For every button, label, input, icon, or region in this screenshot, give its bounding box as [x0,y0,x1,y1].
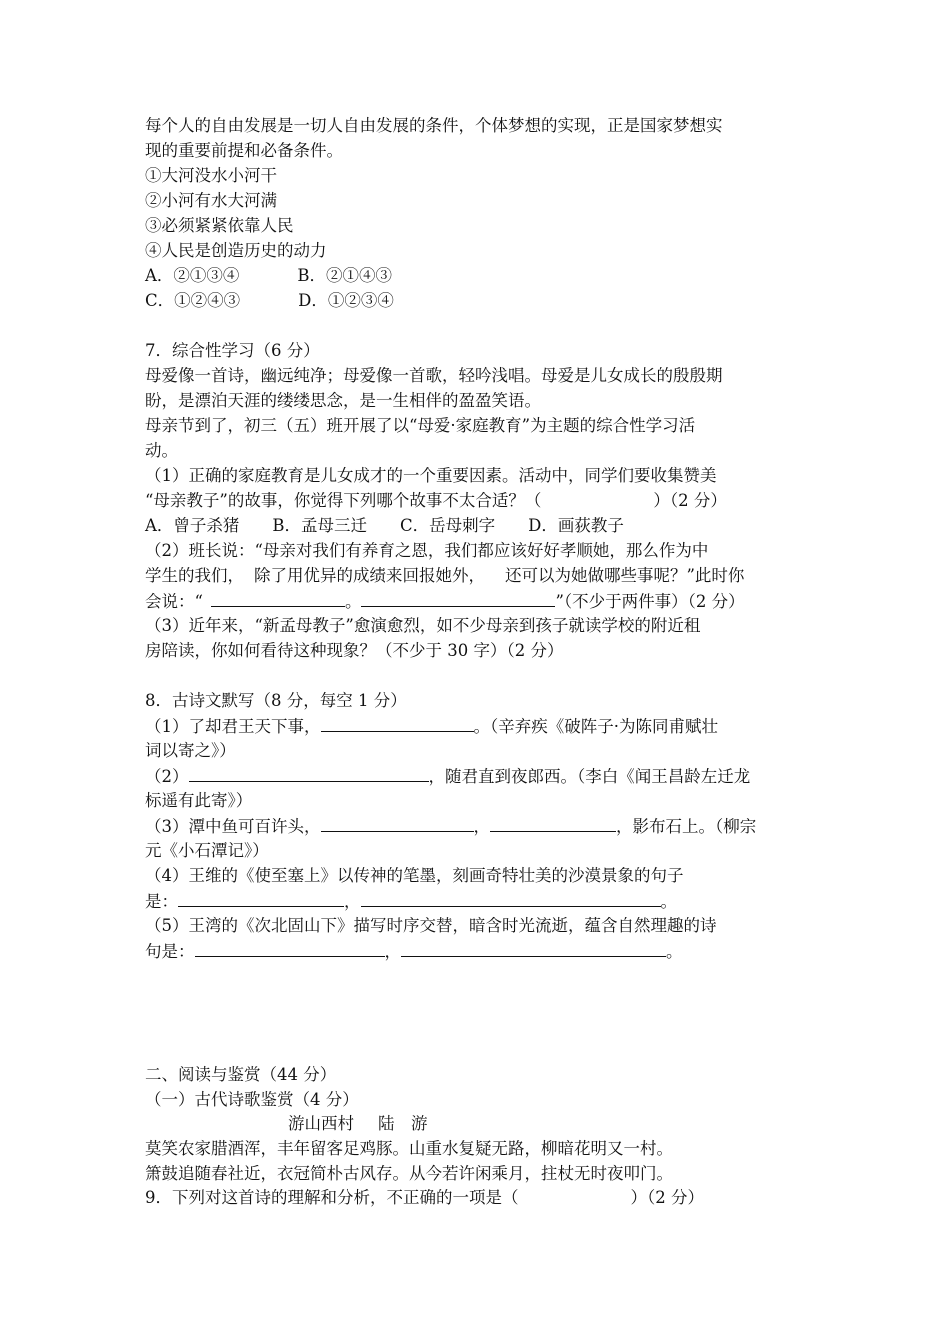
q8-item1: （1）了却君王天下事， 。（辛弃疾《破阵子·为陈同甫赋壮 [145,714,718,738]
q9-stem: 9．下列对这首诗的理解和分析，不正确的一项是（ ）（2 分） [145,1188,704,1207]
part2-subsection-title: （一）古代诗歌鉴赏（4 分） [145,1090,359,1109]
q8-item3-blank-2[interactable] [490,814,616,832]
poem-title: 游山西村 [288,1114,354,1133]
q7-para2-line1: 母亲节到了，初三（五）班开展了以“母爱·家庭教育”为主题的综合性学习活 [145,416,696,435]
q6-option-c: C．①②④③ [145,291,241,310]
q8-item4-blank-2[interactable] [361,889,661,907]
q8-item5-blank-2[interactable] [401,939,666,957]
poem-line-1: 莫笑农家腊酒浑，丰年留客足鸡豚。山重水复疑无路，柳暗花明又一村。 [145,1139,673,1158]
q8-item3: （3）潭中鱼可百许头， ， ，影布石上。（柳宗 [145,814,756,838]
q6-sentence-1: ①大河没水小河干 [145,166,277,185]
q8-item2: （2） ，随君直到夜郎西。（李白《闻王昌龄左迁龙 [145,764,750,788]
q7-sub3-line2: 房陪读，你如何看待这种现象？（不少于 30 字）（2 分） [145,641,564,660]
q7-para1-line2: 盼，是漂泊天涯的缕缕思念，是一生相伴的盈盈笑语。 [145,391,541,410]
q8-title: 8．古诗文默写（8 分，每空 1 分） [145,691,407,710]
q8-item2-blank[interactable] [189,764,429,782]
q6-stem-line2: 现的重要前提和必备条件。 [145,141,343,160]
poem-line-2: 箫鼓追随春社近，衣冠简朴古风存。从今若许闲乘月，拄杖无时夜叩门。 [145,1164,673,1183]
q8-item3-cont: 元《小石潭记》） [145,841,269,860]
q8-item1-blank[interactable] [321,714,474,732]
q7-sub1-line1: （1）正确的家庭教育是儿女成才的一个重要因素。活动中，同学们要收集赞美 [145,466,717,485]
q8-item3-blank-1[interactable] [321,814,474,832]
q7-sub2-line2: 学生的我们， 除了用优异的成绩来回报她外， 还可以为她做哪些事呢？”此时你 [145,566,745,585]
q8-item4-blank-1[interactable] [178,889,344,907]
q7-sub2-blank-1[interactable] [211,589,345,607]
q6-sentence-4: ④人民是创造历史的动力 [145,241,327,260]
q8-item5-line1: （5）王湾的《次北固山下》描写时序交替，暗含时光流逝，蕴含自然理趣的诗 [145,916,717,935]
q8-item4-line2: 是： ， 。 [145,889,677,913]
q7-sub2-blank-2[interactable] [361,589,555,607]
q6-sentence-2: ②小河有水大河满 [145,191,277,210]
q7-title: 7．综合性学习（6 分） [145,341,320,360]
q8-item5-blank-1[interactable] [195,939,385,957]
q8-item1-cont: 词以寄之》） [145,741,236,760]
q6-options-row1 [145,264,392,288]
q7-para1-line1: 母爱像一首诗，幽远纯净；母爱像一首歌，轻吟浅唱。母爱是儿女成长的殷殷期 [145,366,723,385]
q6-options-row2 [145,289,394,313]
poem-heading [288,1112,428,1136]
q7-sub1-options: A．曾子杀猪 B．孟母三迁 C．岳母刺字 D．画荻教子 [145,516,624,535]
q6-option-b: B．②①④③ [297,266,393,285]
q6-option-a: A．②①③④ [145,266,240,285]
q8-item2-cont: 标遥有此寄》） [145,791,253,810]
q7-sub2-line3: 会说：“ 。 ”（不少于两件事）（2 分） [145,589,745,613]
q7-sub3-line1: （3）近年来，“新孟母教子”愈演愈烈，如不少母亲到孩子就读学校的附近租 [145,616,701,635]
q6-option-d: D．①②③④ [298,291,394,310]
q7-sub2-line1: （2）班长说：“母亲对我们有养育之恩，我们都应该好好孝顺她，那么作为中 [145,541,709,560]
q8-item5-line2: 句是： ， 。 [145,939,683,963]
part2-title: 二、阅读与鉴赏（44 分） [145,1065,337,1084]
q6-stem-line1: 每个人的自由发展是一切人自由发展的条件，个体梦想的实现，正是国家梦想实 [145,116,723,135]
q6-sentence-3: ③必须紧紧依靠人民 [145,216,294,235]
poem-author: 陆 游 [378,1114,428,1133]
q7-sub1-line2: “母亲教子”的故事，你觉得下列哪个故事不太合适？（ ）（2 分） [145,491,727,510]
q8-item4-line1: （4）王维的《使至塞上》以传神的笔墨，刻画奇特壮美的沙漠景象的句子 [145,866,684,885]
q7-para2-line2: 动。 [145,441,178,460]
